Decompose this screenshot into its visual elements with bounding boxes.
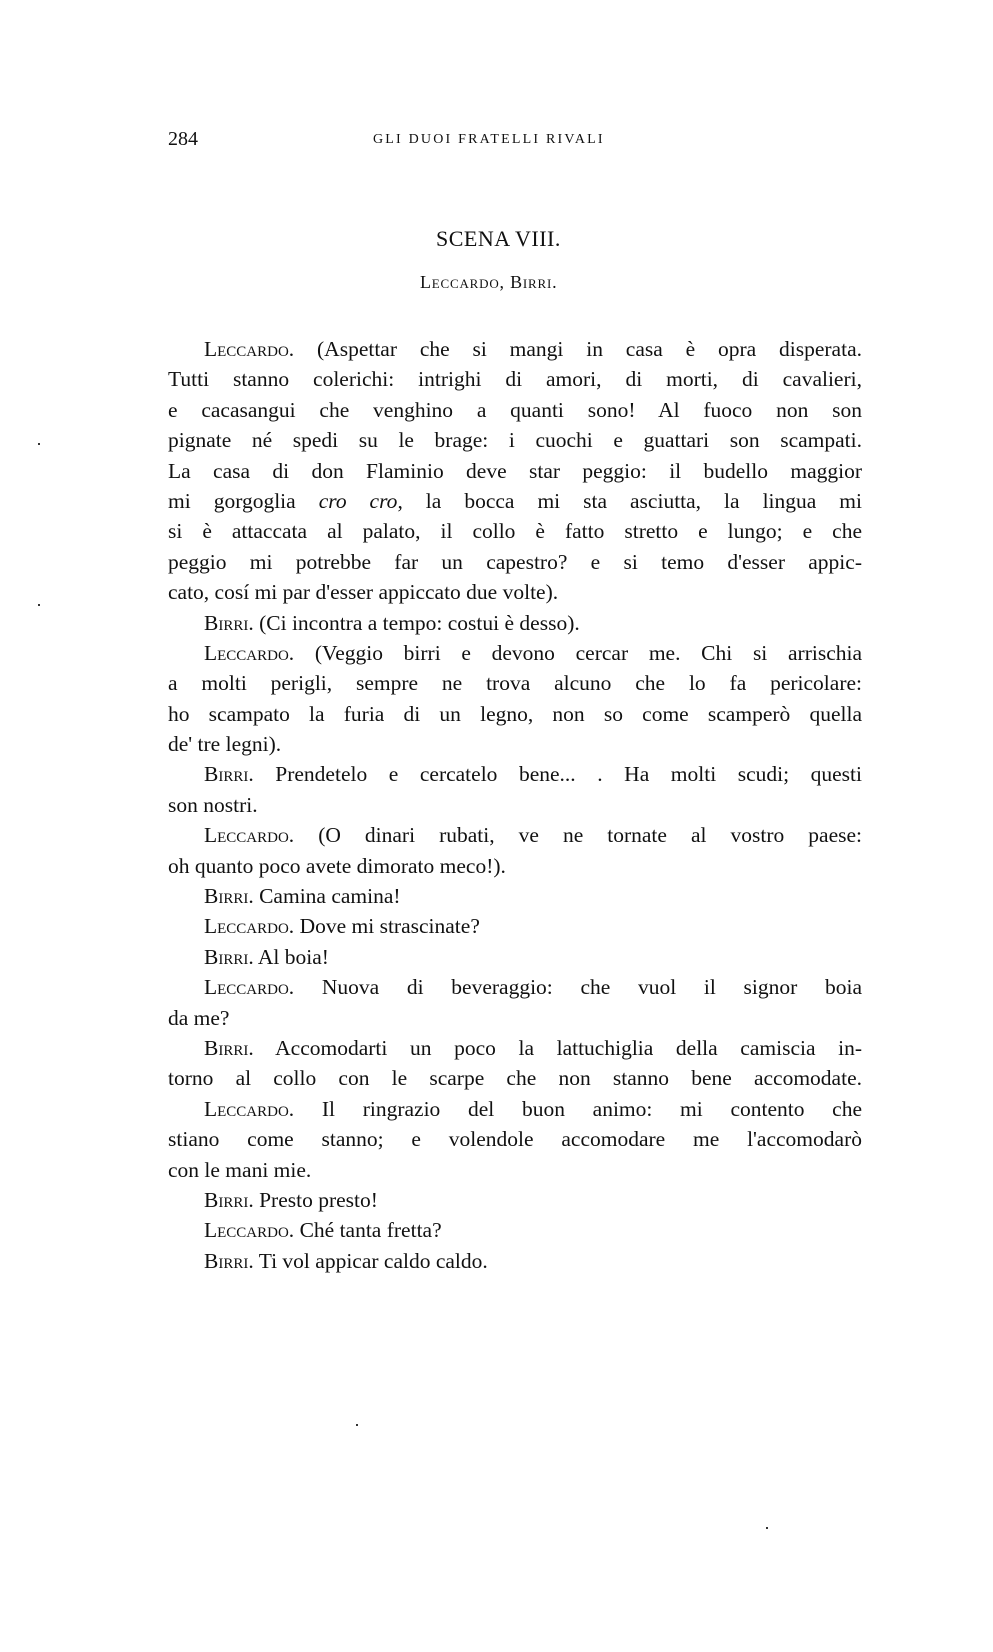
line-text: Il ringrazio del buon animo: mi contento che (294, 1096, 862, 1121)
running-head (168, 128, 868, 158)
text-line (168, 820, 862, 850)
dialogue-body (168, 334, 862, 1276)
speaker-name: Birri. (204, 1248, 254, 1273)
line-text: son nostri. (168, 792, 258, 817)
text-line (168, 547, 862, 577)
line-text: Ti vol appicar caldo caldo. (253, 1248, 488, 1273)
speaker-name: Leccardo. (204, 640, 295, 665)
scan-speck (38, 443, 40, 445)
text-line (168, 759, 862, 789)
speaker-name: Leccardo. (204, 823, 295, 848)
speaker-name: Leccardo. (204, 1096, 295, 1121)
text-line (168, 1003, 862, 1033)
line-text: torno al collo con le scarpe che non stanno bene accomodate. (168, 1066, 862, 1091)
text-line (168, 790, 862, 820)
line-text: Dove mi strascinate? (294, 914, 480, 939)
speaker-name: Birri. (204, 884, 254, 909)
speaker-name: Leccardo. (204, 1218, 295, 1243)
text-line (168, 972, 862, 1002)
running-title: GLI DUOI FRATELLI RIVALI (373, 132, 605, 147)
text-line (168, 364, 862, 394)
speaker-name: Leccardo. (204, 337, 295, 361)
scene-cast: Leccardo, Birri. (420, 272, 558, 292)
text-line (168, 1124, 862, 1154)
text-line (168, 668, 862, 698)
text-line (168, 456, 862, 486)
text-line (168, 699, 862, 729)
text-line (168, 516, 862, 546)
text-line (168, 851, 862, 881)
line-text: Camina camina! (253, 884, 401, 909)
text-line (168, 1155, 862, 1185)
speaker-name: Leccardo. (204, 975, 295, 1000)
text-line (168, 1215, 862, 1245)
line-text: a molti perigli, sempre ne trova alcuno che lo fa pericolare: (168, 671, 862, 696)
line-text: Accomodarti un poco la lattuchiglia della camiscia in- (253, 1035, 862, 1060)
line-text: mi gorgoglia (168, 488, 319, 513)
text-line (168, 334, 862, 364)
text-line (168, 1063, 862, 1093)
text-line (168, 729, 862, 759)
line-text: peggio mi potrebbe far un capestro? e si temo d'esser appic- (168, 549, 862, 574)
text-line (168, 1185, 862, 1215)
page-number: 284 (168, 128, 198, 150)
line-text: con le mani mie. (168, 1157, 312, 1182)
line-text: Ché tanta fretta? (294, 1218, 442, 1243)
line-text: , la bocca mi sta asciutta, la lingua mi (397, 488, 862, 513)
line-text: oh quanto poco avete dimorato meco!). (168, 853, 506, 878)
scan-speck (766, 1527, 768, 1529)
line-text: da me? (168, 1005, 230, 1030)
scene-title: SCENA VIII. (436, 226, 561, 251)
italic-text: cro cro (318, 488, 398, 513)
text-line (168, 638, 862, 668)
line-text: stiano come stanno; e volendole accomodare me l'accomodarò (168, 1127, 862, 1152)
speaker-name: Birri. (204, 762, 254, 787)
line-text: e cacasangui che venghino a quanti sono! Al fuoco non son (168, 397, 862, 422)
line-text: Tutti stanno colerichi: intrighi di amori, di morti, di cavalieri, (168, 367, 862, 392)
text-line (168, 425, 862, 455)
text-line (168, 608, 862, 638)
speaker-name: Leccardo. (204, 914, 295, 939)
text-line (168, 486, 862, 516)
line-text: (Ci incontra a tempo: costui è desso). (253, 610, 580, 635)
line-text: Al boia! (253, 944, 329, 969)
line-text: pignate né spedi su le brage: i cuochi e guattari son scampati. (168, 428, 862, 453)
speaker-name: Birri. (204, 1187, 254, 1212)
line-text: (O dinari rubati, ve ne tornate al vostro paese: (294, 823, 862, 848)
text-line (168, 911, 862, 941)
line-text: (Aspettar che si mangi in casa è opra disperata. (294, 337, 862, 361)
line-text: Presto presto! (253, 1187, 378, 1212)
text-line (168, 1246, 862, 1276)
text-line (168, 395, 862, 425)
line-text: cato, cosí mi par d'esser appiccato due volte). (168, 580, 559, 605)
text-line (168, 577, 862, 607)
line-text: Nuova di beveraggio: che vuol il signor boia (294, 975, 862, 1000)
line-text: (Veggio birri e devono cercar me. Chi si arrischia (294, 640, 862, 665)
speaker-name: Birri. (204, 1035, 254, 1060)
text-line (168, 1094, 862, 1124)
line-text: ho scampato la furia di un legno, non so come scamperò quella (168, 701, 862, 726)
scan-speck (356, 1424, 358, 1426)
line-text: de' tre legni). (168, 732, 282, 757)
speaker-name: Birri. (204, 610, 254, 635)
scan-speck (38, 604, 40, 606)
line-text: Prendetelo e cercatelo bene... . Ha molti scudi; questi (253, 762, 862, 787)
line-text: La casa di don Flaminio deve star peggio: il budello maggior (168, 458, 862, 483)
text-line (168, 1033, 862, 1063)
speaker-name: Birri. (204, 944, 254, 969)
text-line (168, 881, 862, 911)
line-text: si è attaccata al palato, il collo è fatto stretto e lungo; e che (168, 519, 862, 544)
text-line (168, 942, 862, 972)
